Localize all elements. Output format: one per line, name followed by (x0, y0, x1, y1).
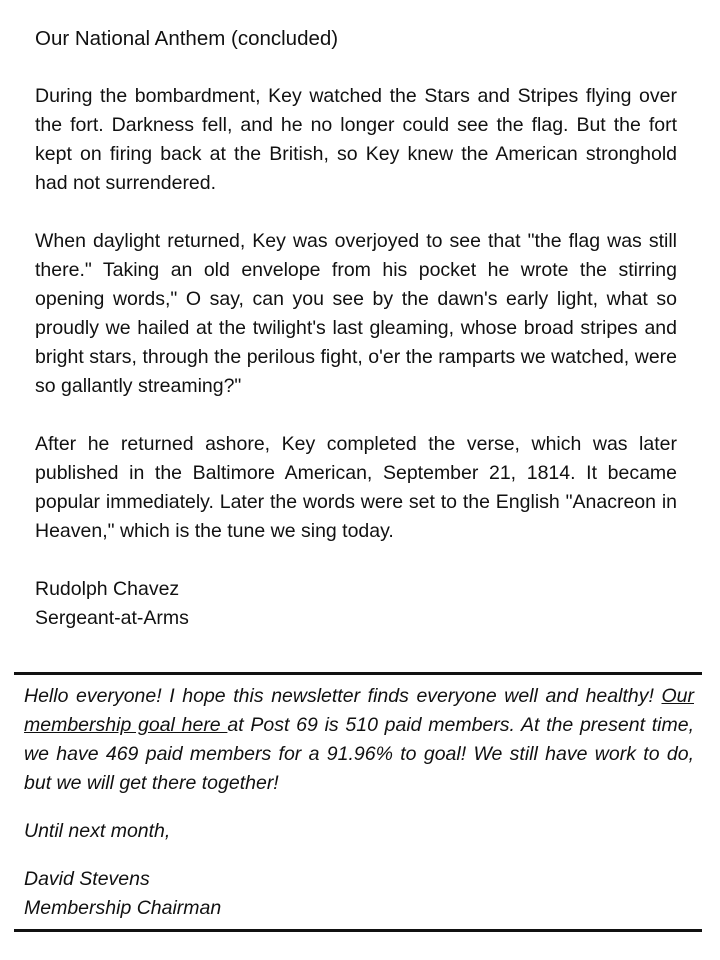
anthem-article (35, 24, 677, 633)
membership-note (24, 682, 694, 923)
author-title: Sergeant-at-Arms (35, 607, 189, 629)
membership-goal-text: at Post 69 is 510 paid members. At the present time, we have 469 paid members for a 91.96% to goal! We still have work to do, but we will get there together! (24, 714, 694, 794)
article-paragraph-1: During the bombardment, Key watched the Stars and Stripes flying over the fort. Darkness fell, and he no longer could see the flag. But the fort kept on firing back at the British, so Key knew the American stronghold had not surrendered. (35, 85, 677, 194)
top-divider (14, 672, 702, 675)
membership-goal-link[interactable]: Our membership goal here (24, 685, 694, 736)
bottom-divider (14, 929, 702, 932)
article-paragraph-3: After he returned ashore, Key completed the verse, which was later published in the Baltimore American, September 21, 1814. It became popular immediately. Later the words were set to the English "Anacreon in Heaven," which is the tune we sing today. (35, 433, 677, 542)
article-paragraph-2: When daylight returned, Key was overjoyed to see that "the flag was still there." Taking an old envelope from his pocket he wrote the stirring opening words," O say, can you see by the dawn's early light, what so proudly we hailed at the twilight's last gleaming, whose broad stripes and bright stars, through the perilous fight, o'er the ramparts we watched, were so gallantly streaming?" (35, 230, 677, 397)
signer-title: Membership Chairman (24, 897, 222, 919)
signer-name: David Stevens (24, 868, 150, 890)
membership-greeting: Hello everyone! I hope this newsletter finds everyone well and healthy! (24, 685, 662, 707)
author-name: Rudolph Chavez (35, 578, 180, 600)
article-title: Our National Anthem (concluded) (35, 27, 339, 50)
membership-paragraph (24, 682, 694, 798)
membership-closing: Until next month, (24, 820, 171, 842)
